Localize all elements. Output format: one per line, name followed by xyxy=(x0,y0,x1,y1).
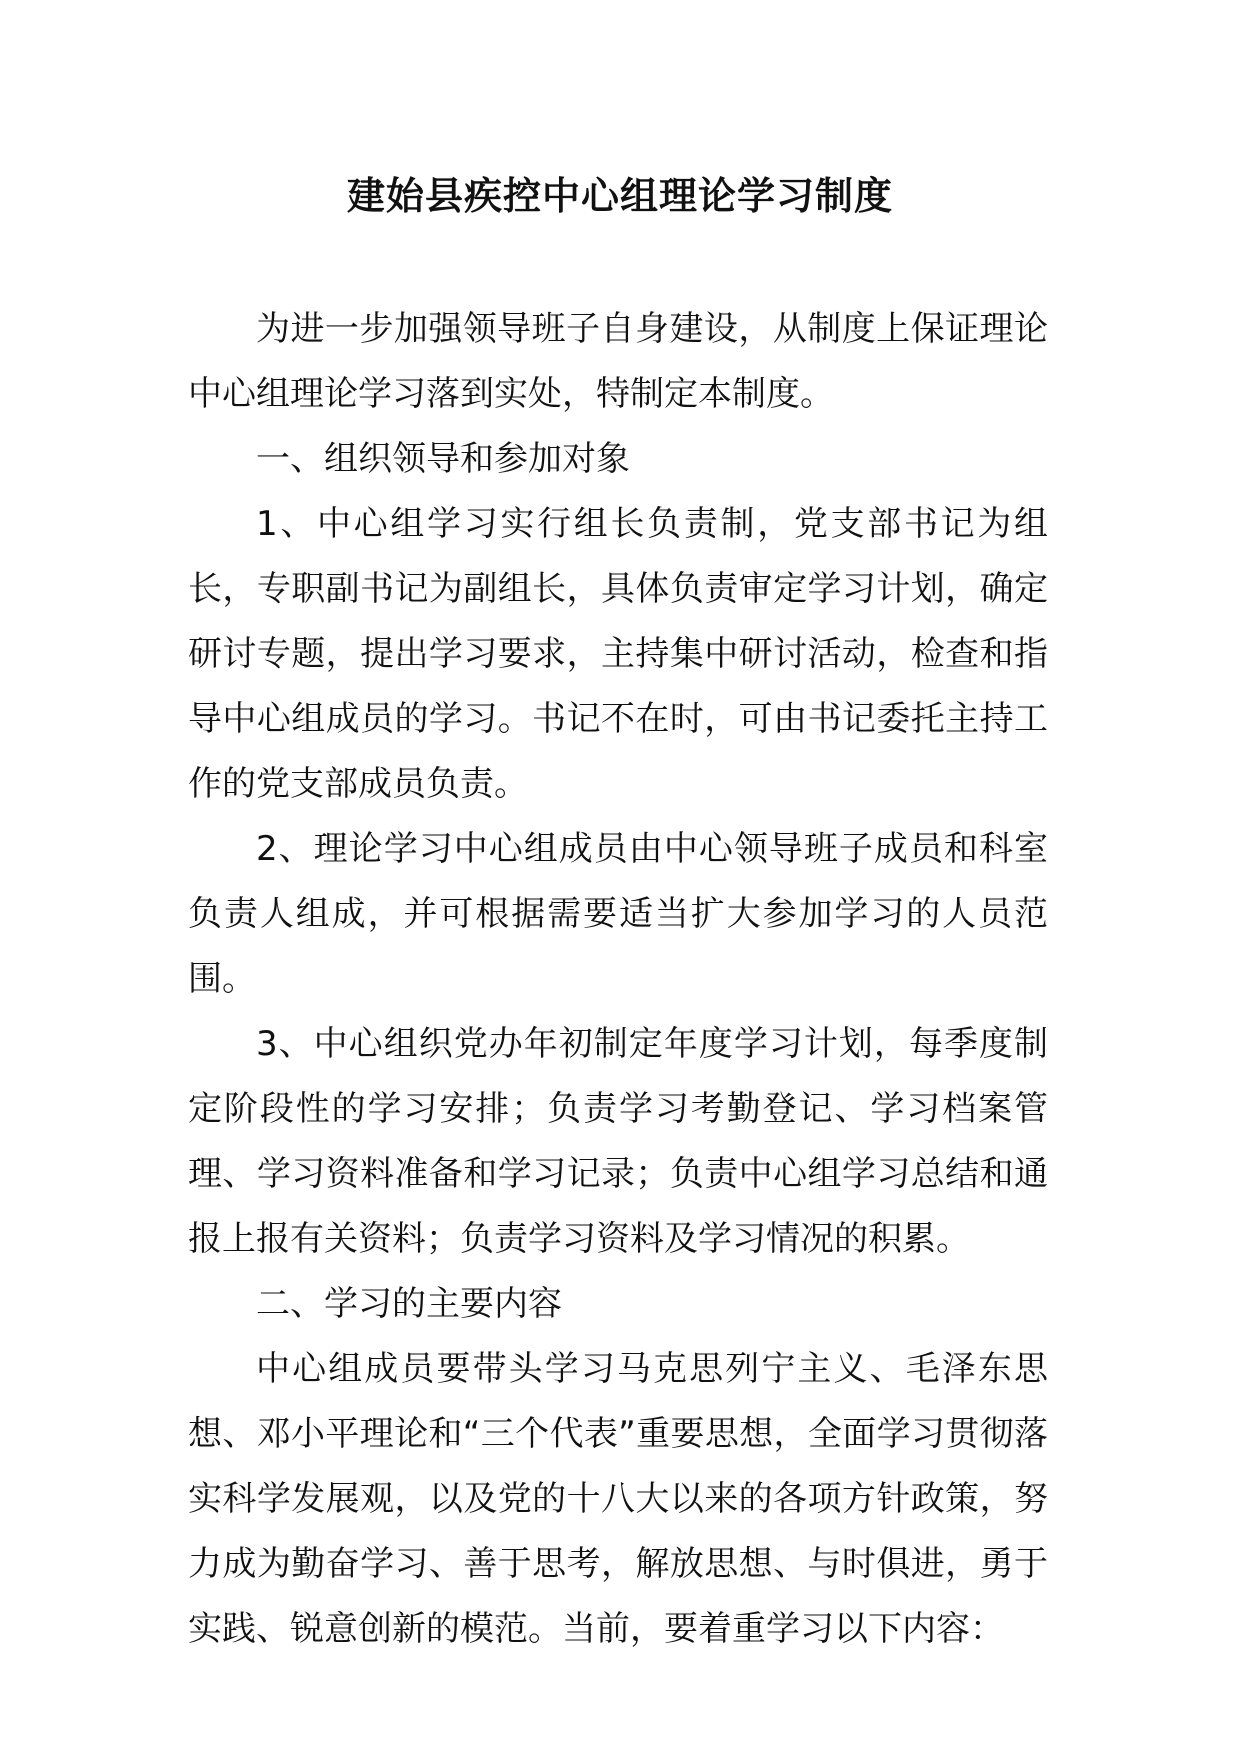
body-paragraph: 2、理论学习中心组成员由中心领导班子成员和科室负责人组成，并可根据需要适当扩大参加学习的人员范围。 xyxy=(188,829,1048,999)
body-paragraph: 1、中心组学习实行组长负责制，党支部书记为组长，专职副书记为副组长，具体负责审定学习计划，确定研讨专题，提出学习要求，主持集中研讨活动，检查和指导中心组成员的学习。书记不在时，可由书记委托主持工作的党支部成员负责。 xyxy=(188,504,1048,804)
body-paragraph: 3、中心组织党办年初制定年度学习计划，每季度制定阶段性的学习安排；负责学习考勤登记、学习档案管理、学习资料准备和学习记录；负责中心组学习总结和通报上报有关资料；负责学习资料及学习情况的积累。 xyxy=(188,1024,1048,1259)
document-body xyxy=(188,297,1048,1662)
body-paragraph: 中心组成员要带头学习马克思列宁主义、毛泽东思想、邓小平理论和“三个代表”重要思想，全面学习贯彻落实科学发展观，以及党的十八大以来的各项方针政策，努力成为勤奋学习、善于思考，解放思想、与时俱进，勇于实践、锐意创新的模范。当前，要着重学习以下内容： xyxy=(188,1349,1048,1649)
intro-paragraph: 为进一步加强领导班子自身建设，从制度上保证理论中心组理论学习落到实处，特制定本制度。 xyxy=(188,309,1048,414)
section-heading-1: 一、组织领导和参加对象 xyxy=(256,439,630,479)
document-title: 建始县疾控中心组理论学习制度 xyxy=(346,173,893,218)
section-heading-2: 二、学习的主要内容 xyxy=(256,1284,562,1324)
